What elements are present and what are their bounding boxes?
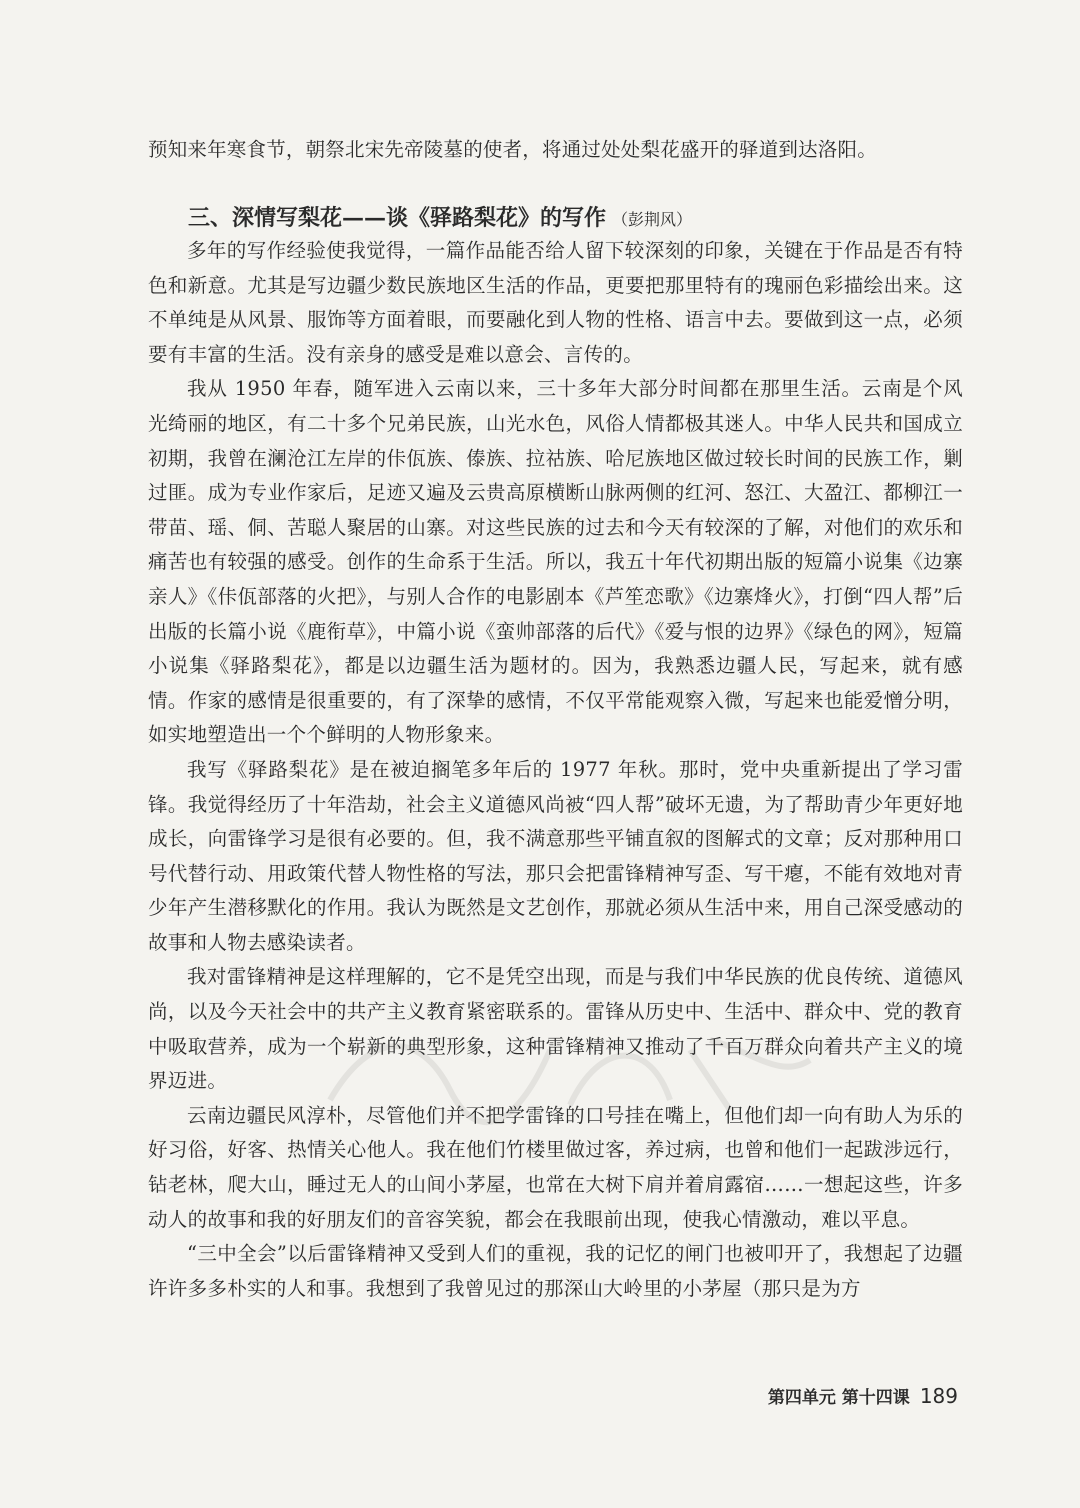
- article-body: [148, 234, 963, 1306]
- paragraph: 多年的写作经验使我觉得，一篇作品能否给人留下较深刻的印象，关键在于作品是否有特色和新意。尤其是写边疆少数民族地区生活的作品，更要把那里特有的瑰丽色彩描绘出来。这不单纯是从风景、服饰等方面着眼，而要融化到人物的性格、语言中去。要做到这一点，必须要有丰富的生活。没有亲身的感受是难以意会、言传的。: [148, 239, 963, 366]
- paragraph: 云南边疆民风淳朴，尽管他们并不把学雷锋的口号挂在嘴上，但他们却一向有助人为乐的好习俗，好客、热情关心他人。我在他们竹楼里做过客，养过病，也曾和他们一起跋涉远行，钻老林，爬大山，睡过无人的山间小茅屋，也常在大树下肩并着肩露宿……一想起这些，许多动人的故事和我的好朋友们的音容笑貌，都会在我眼前出现，使我心情激动，难以平息。: [148, 1103, 963, 1231]
- paragraph: 我从 1950 年春，随军进入云南以来，三十多年大部分时间都在那里生活。云南是个风光绮丽的地区，有二十多个兄弟民族，山光水色，风俗人情都极其迷人。中华人民共和国成立初期，我曾在澜沧江左岸的佧佤族、傣族、拉祜族、哈尼族地区做过较长时间的民族工作，剿过匪。成为专业作家后，足迹又遍及云贵高原横断山脉两侧的红河、怒江、大盈江、都柳江一带苗、瑶、侗、苦聪人聚居的山寨。对这些民族的过去和今天有较深的了解，对他们的欢乐和痛苦也有较强的感受。创作的生命系于生活。所以，我五十年代初期出版的短篇小说集《边寨亲人》《佧佤部落的火把》，与别人合作的电影剧本《芦笙恋歌》《边寨烽火》，打倒“四人帮”后出版的长篇小说《鹿衔草》，中篇小说《蛮帅部落的后代》《爱与恨的边界》《绿色的网》，短篇小说集《驿路梨花》，都是以边疆生活为题材的。因为，我熟悉边疆人民，写起来，就有感情。作家的感情是很重要的，有了深挚的感情，不仅平常能观察入微，写起来也能爱憎分明，如实地塑造出一个个鲜明的人物形象来。: [148, 377, 963, 747]
- unit-lesson-label: 第四单元 第十四课: [767, 1388, 910, 1408]
- lead-line: 预知来年寒食节，朝祭北宋先帝陵墓的使者，将通过处处梨花盛开的驿道到达洛阳。: [148, 138, 877, 161]
- section-title: 三、深情写梨花——谈《驿路梨花》的写作: [188, 205, 607, 231]
- watermark-logo: [310, 1010, 830, 1130]
- page-number: 189: [919, 1384, 958, 1408]
- paragraph: 我写《驿路梨花》是在被迫搁笔多年后的 1977 年秋。那时，党中央重新提出了学习雷锋。我觉得经历了十年浩劫，社会主义道德风尚被“四人帮”破坏无遗，为了帮助青少年更好地成长，向雷锋学习是很有必要的。但，我不满意那些平铺直叙的图解式的文章；反对那种用口号代替行动、用政策代替人物性格的写法，那只会把雷锋精神写歪、写干瘪，不能有效地对青少年产生潜移默化的作用。我认为既然是文艺创作，那就必须从生活中来，用自己深受感动的故事和人物去感染读者。: [148, 757, 963, 954]
- page-footer: [768, 1382, 958, 1412]
- section-author: （彭荆风）: [612, 210, 693, 229]
- paragraph: “三中全会”以后雷锋精神又受到人们的重视，我的记忆的闸门也被叩开了，我想起了边疆许许多多朴实的人和事。我想到了我曾见过的那深山大岭里的小茅屋（那只是为方: [148, 1242, 963, 1300]
- paragraph: 我对雷锋精神是这样理解的，它不是凭空出现，而是与我们中华民族的优良传统、道德风尚，以及今天社会中的共产主义教育紧密联系的。雷锋从历史中、生活中、群众中、党的教育中吸取营养，成为一个崭新的典型形象，这种雷锋精神又推动了千百万群众向着共产主义的境界迈进。: [148, 965, 963, 1093]
